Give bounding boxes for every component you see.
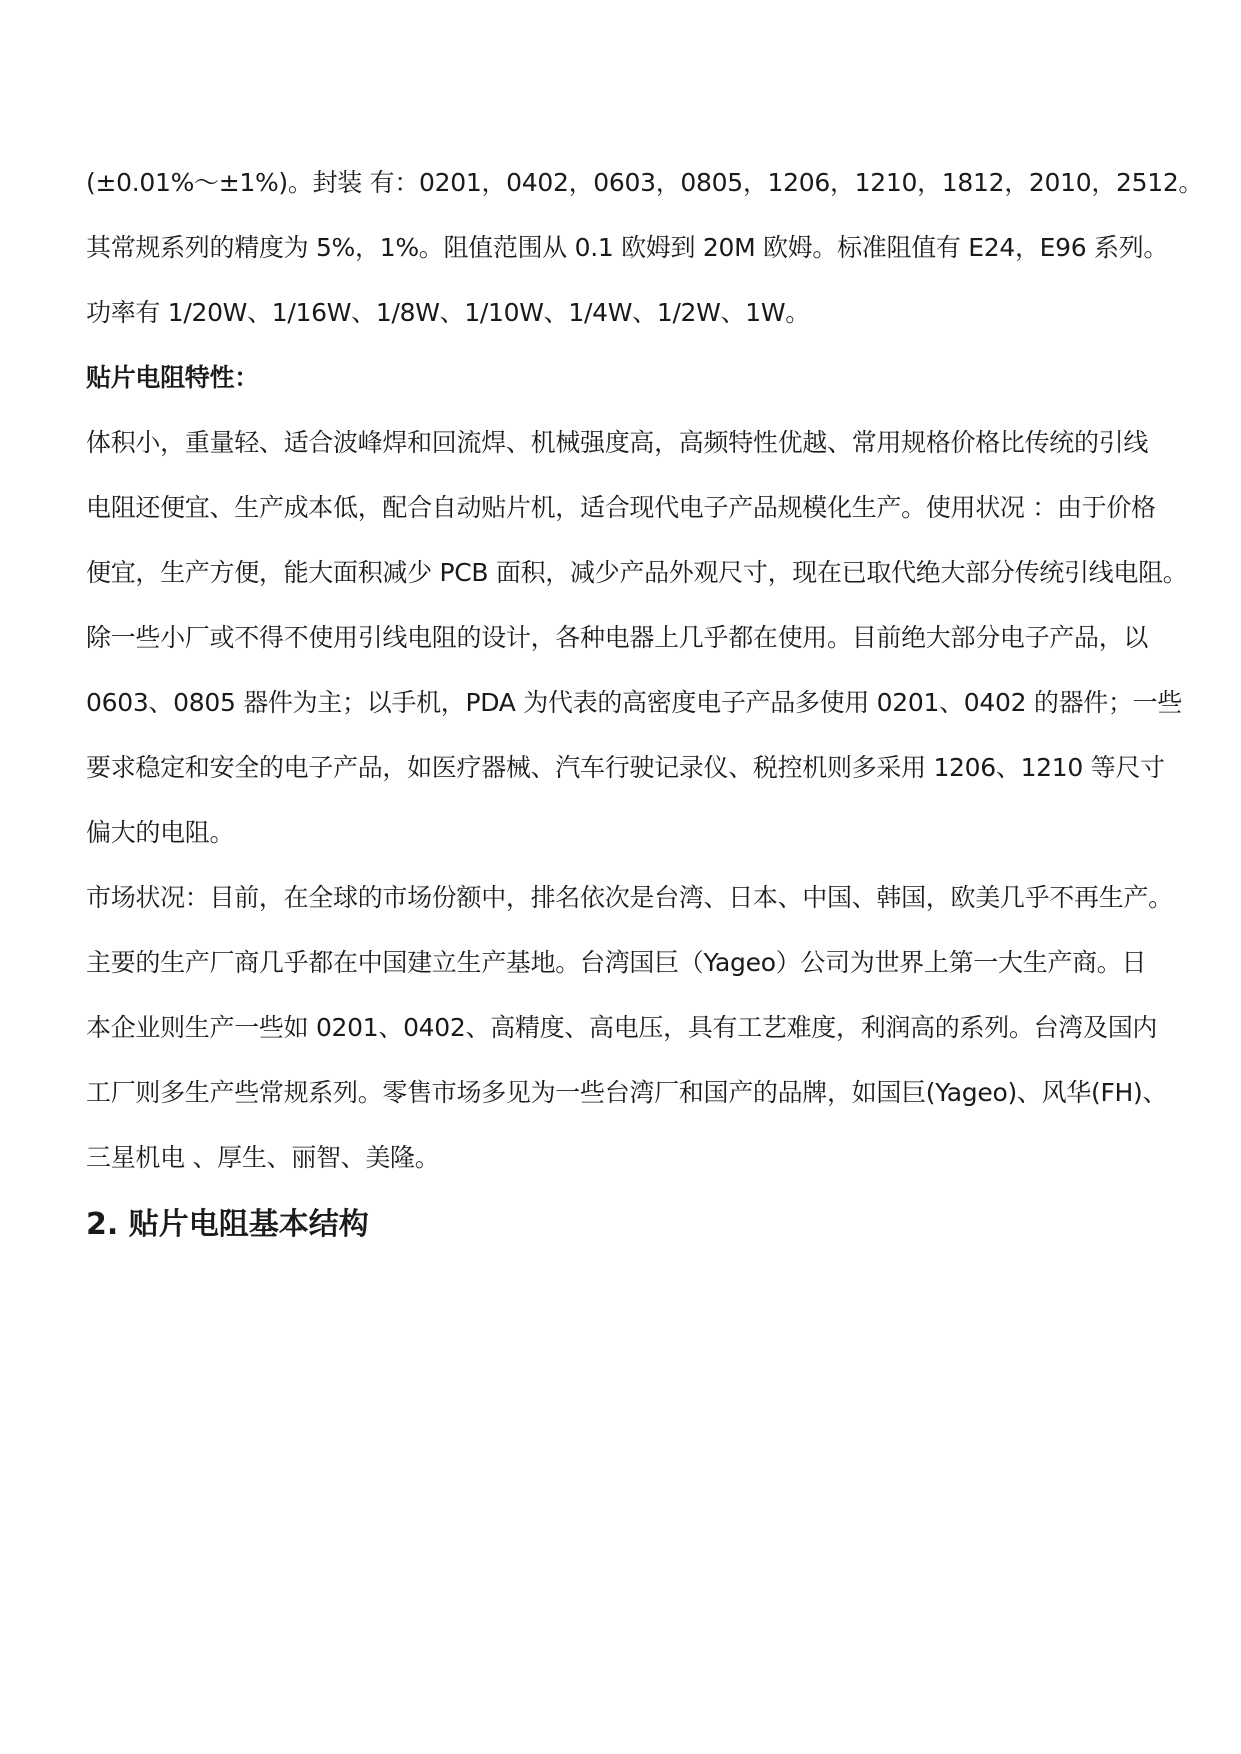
text-line: 主要的生产厂商几乎都在中国建立生产基地。台湾国巨（Yageo）公司为世界上第一大生产商。日 <box>86 948 1147 977</box>
text-line: 电阻还便宜、生产成本低，配合自动贴片机，适合现代电子产品规模化生产。使用状况 ：由于价格 <box>86 493 1156 522</box>
section-heading: 2. 贴片电阻基本结构 <box>86 1207 369 1242</box>
text-line: (±0.01%～±1%)。封装 有：0201，0402，0603，0805，1206，1210，1812，2010，2512。 <box>86 168 1204 197</box>
text-line: 要求稳定和安全的电子产品，如医疗器械、汽车行驶记录仪、税控机则多采用 1206、1210 等尺寸 <box>86 753 1165 782</box>
document-page <box>86 150 1204 1260</box>
market-paragraph <box>86 865 1176 1190</box>
text-line: 其常规系列的精度为 5%，1%。阻值范围从 0.1 欧姆到 20M 欧姆。标准阻值有 E24，E96 系列。 <box>86 233 1169 262</box>
text-line: 本企业则生产一些如 0201、0402、高精度、高电压，具有工艺难度，利润高的系列。台湾及国内 <box>86 1013 1158 1042</box>
text-line: 便宜，生产方便，能大面积减少 PCB 面积，减少产品外观尺寸，现在已取代绝大部分传统引线电阻。 <box>86 558 1188 587</box>
text-line: 除一些小厂或不得不使用引线电阻的设计，各种电器上几乎都在使用。目前绝大部分电子产品，以 <box>86 623 1149 652</box>
text-line: 体积小，重量轻、适合波峰焊和回流焊、机械强度高，高频特性优越、常用规格价格比传统的引线 <box>86 428 1149 457</box>
text-line: 功率有 1/20W、1/16W、1/8W、1/10W、1/4W、1/2W、1W。 <box>86 298 811 327</box>
text-line: 工厂则多生产些常规系列。零售市场多见为一些台湾厂和国产的品牌，如国巨(Yageo)、风华(FH)、 <box>86 1078 1168 1107</box>
text-line: 三星机电 、厚生、丽智、美隆。 <box>86 1143 440 1172</box>
text-line: 偏大的电阻。 <box>86 818 235 847</box>
text-line: 市场状况：目前，在全球的市场份额中，排名依次是台湾、日本、中国、韩国，欧美几乎不再生产。 <box>86 883 1173 912</box>
text-line: 0603、0805 器件为主；以手机，PDA 为代表的高密度电子产品多使用 0201、0402 的器件；一些 <box>86 688 1183 717</box>
features-paragraph <box>86 410 1188 865</box>
features-title: 贴片电阻特性： <box>86 363 259 392</box>
intro-paragraph <box>86 150 1204 345</box>
